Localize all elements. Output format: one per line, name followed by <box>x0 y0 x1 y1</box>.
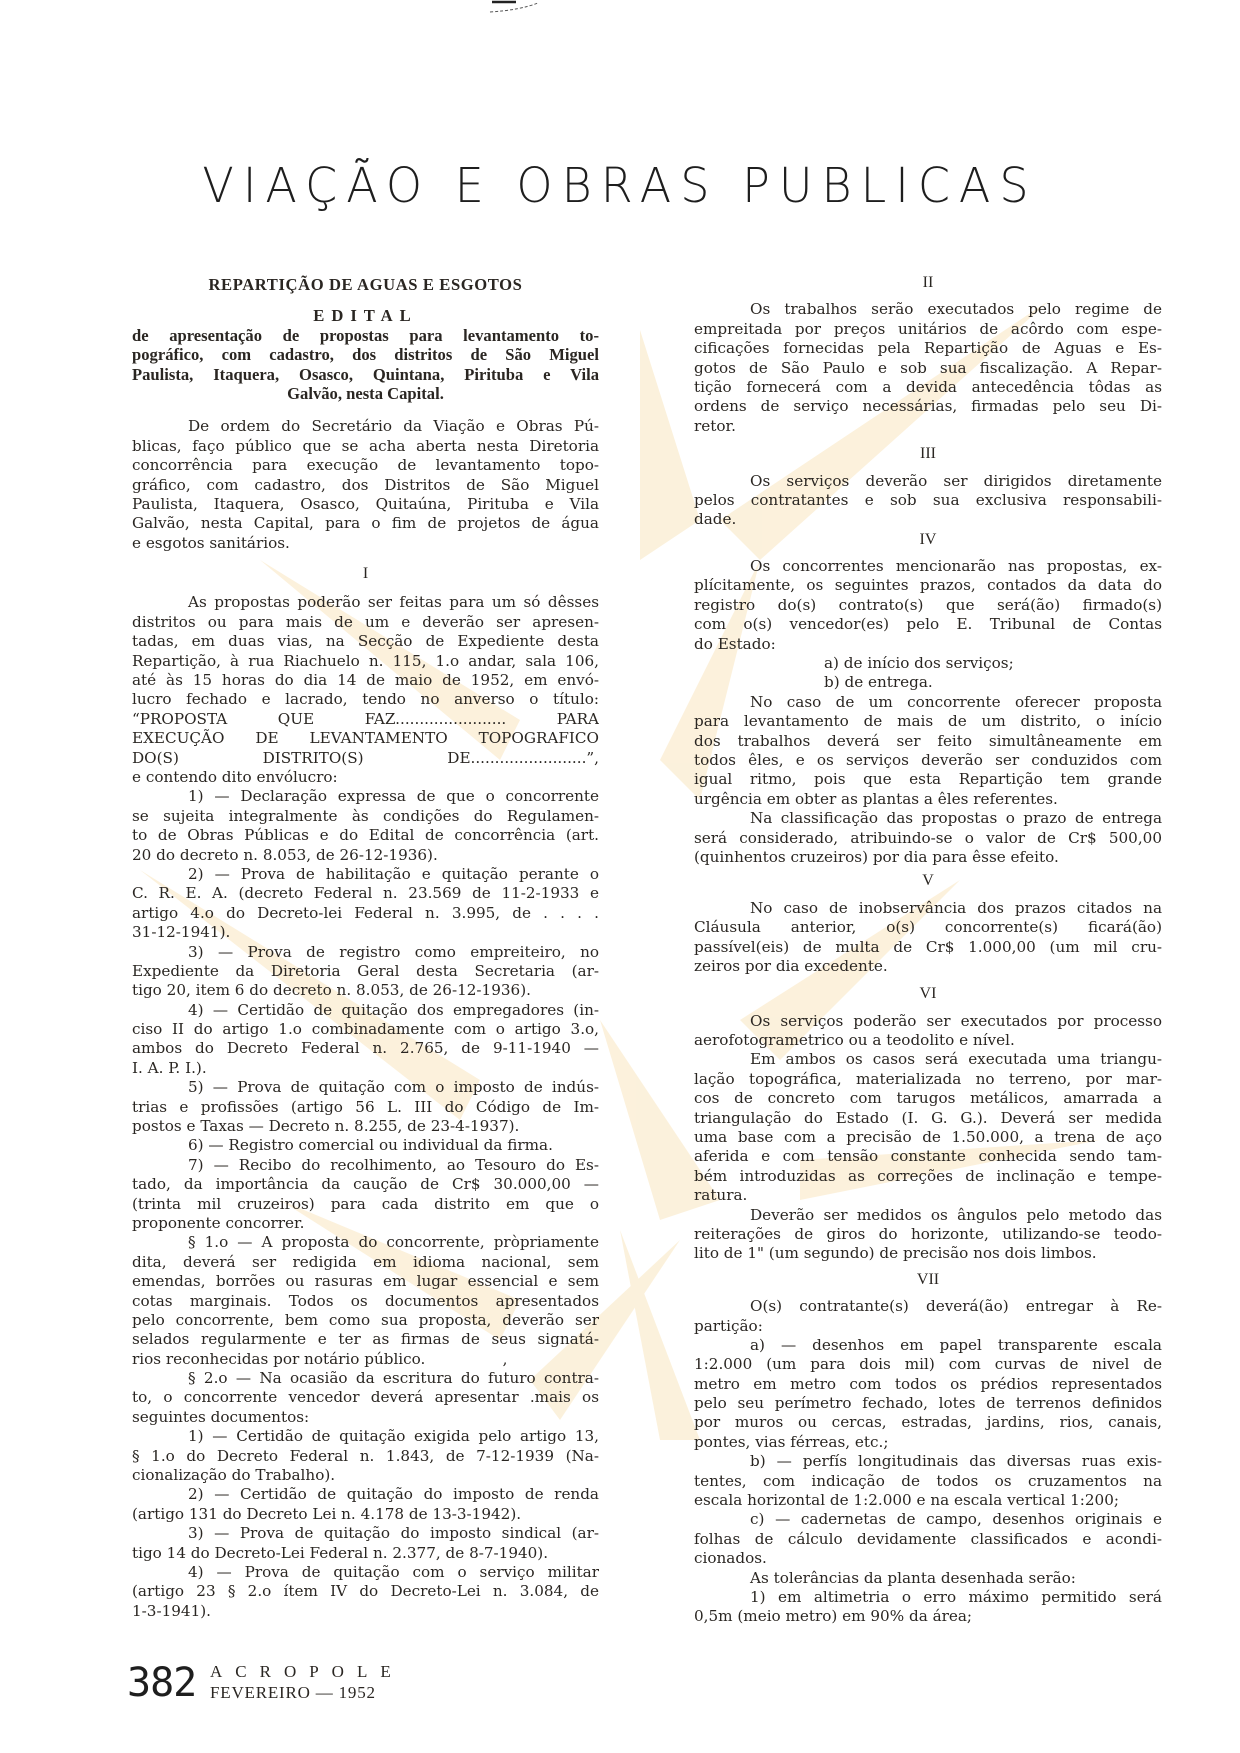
text-line: c) — cadernetas de campo, desenhos originais e <box>750 1510 1162 1529</box>
text-line: gráfico, com cadastro, dos Distritos de São Miguel <box>132 475 599 494</box>
text-line: C. R. E. A. (decreto Federal n. 23.569 de 11-2-1933 e <box>132 884 599 903</box>
section-heading-v: V <box>922 872 934 890</box>
text-line: registro do(s) contrato(s) que será(ão) firmado(s) <box>694 595 1162 614</box>
text-line: cificações fornecidas pela Repartição de Aguas e Es- <box>694 339 1162 358</box>
text-line: (artigo 131 do Decreto Lei n. 4.178 de 13-3-1942). <box>132 1504 522 1523</box>
magazine-name: ACROPOLE <box>210 1662 404 1681</box>
text-line: plícitamente, os seguintes prazos, contados da data do <box>694 576 1162 595</box>
subtitle-line: Paulista, Itaquera, Osasco, Quintana, Pirituba e Vila <box>132 364 599 384</box>
section-i-body <box>132 593 599 1621</box>
text-line: pontes, vias férreas, etc.; <box>694 1432 889 1451</box>
text-line: Os trabalhos serão executados pelo regime de <box>750 300 1162 319</box>
text-line: concorrência para execução de levantamento topo- <box>132 456 599 475</box>
text-line: ciso II do artigo 1.o combinadamente com o artigo 3.o, <box>132 1020 599 1039</box>
text-line: 5) — Prova de quitação com o imposto de indús- <box>188 1078 599 1097</box>
text-line: a) — desenhos em papel transparente escala <box>750 1335 1162 1354</box>
text-line: DO(S) DISTRITO(S) DE........................”, <box>132 748 599 767</box>
text-line: Os serviços poderão ser executados por processo <box>750 1011 1162 1030</box>
text-line: tição fornecerá com a devida antecedência tôdas as <box>694 377 1162 396</box>
text-line: ordens de serviço necessárias, firmadas pelo seu Di- <box>694 397 1162 416</box>
text-line: proponente concorrer. <box>132 1213 305 1232</box>
text-line: igual ritmo, pois que esta Repartição tem grande <box>694 770 1162 789</box>
subtitle-line: pográfico, com cadastro, dos distritos de São Miguel <box>132 345 599 365</box>
page-number: 382 <box>127 1660 197 1706</box>
department-heading: REPARTIÇÃO DE AGUAS E ESGOTOS <box>208 275 523 294</box>
text-line: De ordem do Secretário da Viação e Obras Pú- <box>188 417 599 436</box>
text-line: 1) — Certidão de quitação exigida pelo artigo 13, <box>188 1427 599 1446</box>
text-line: aferida e com tensão constante conhecida sendo tam- <box>694 1147 1162 1166</box>
text-line: emendas, borrões ou rasuras em lugar essencial e sem <box>132 1272 599 1291</box>
text-line: 1) — Declaração expressa de que o concorrente <box>188 787 599 806</box>
text-line: § 1.o do Decreto Federal n. 1.843, de 7-12-1939 (Na- <box>132 1446 599 1465</box>
text-line: e contendo dito envólucro: <box>132 767 338 786</box>
text-line: Deverão ser medidos os ângulos pelo metodo das <box>750 1205 1162 1224</box>
text-line: tigo 20, item 6 do decreto n. 8.053, de 26-12-1936). <box>132 981 531 1000</box>
text-line: todos êles, e os serviços deverão ser conduzidos com <box>694 750 1162 769</box>
text-line: cotas marginais. Todos os documentos apresentados <box>132 1291 599 1310</box>
text-line: do Estado: <box>694 634 776 653</box>
text-line: passível(eis) de multa de Cr$ 1.000,00 (um mil cru- <box>694 937 1162 956</box>
text-line: 1:2.000 (um para dois mil) com curvas de nivel de <box>694 1355 1162 1374</box>
text-line: folhas de cálculo devidamente classificados e acondi- <box>694 1529 1162 1548</box>
subtitle-line: de apresentação de propostas para levantamento to- <box>132 325 599 345</box>
text-line: 3) — Prova de registro como empreiteiro, no <box>188 942 599 961</box>
text-line: to, o concorrente vencedor deverá apresentar .mais os <box>132 1388 599 1407</box>
text-line: O(s) contratante(s) deverá(ão) entregar à Re- <box>750 1297 1162 1316</box>
issue-date: FEVEREIRO — 1952 <box>210 1683 376 1702</box>
text-line: seguintes documentos: <box>132 1407 310 1426</box>
watermark-ray <box>640 330 700 560</box>
text-line: As propostas poderão ser feitas para um só dêsses <box>188 593 599 612</box>
text-line: triangulação do Estado (I. G. G.). Deverá ser medida <box>694 1108 1162 1127</box>
text-line: trias e profissões (artigo 56 L. III do Código de Im- <box>132 1097 599 1116</box>
text-line: 31-12-1941). <box>132 923 231 942</box>
text-line: As tolerâncias da planta desenhada serão: <box>750 1568 1076 1587</box>
text-line: e esgotos sanitários. <box>132 533 290 552</box>
text-line: § 2.o — Na ocasião da escritura do futuro contra- <box>188 1369 599 1388</box>
text-line: rios reconhecidas por notário público. , <box>132 1349 508 1368</box>
text-line: 0,5m (meio metro) em 90% da área; <box>694 1607 973 1626</box>
list-item: b) de entrega. <box>824 673 933 692</box>
section-heading-vii: VII <box>916 1270 940 1288</box>
text-line: tado, da importância da caução de Cr$ 30.000,00 — <box>132 1175 599 1194</box>
section-heading-ii: II <box>922 274 934 291</box>
text-line: Os concorrentes mencionarão nas propostas, ex- <box>750 557 1162 576</box>
text-line: por muros ou cercas, estradas, jardins, rios, canais, <box>694 1413 1162 1432</box>
section-iii-body <box>694 472 1162 530</box>
text-line: lucro fechado e lacrado, tendo no anverso o título: <box>132 690 599 709</box>
text-line: ambos do Decreto Federal n. 2.765, de 9-11-1940 — <box>132 1039 599 1058</box>
text-line: (trinta mil cruzeiros) para cada distrito em que o <box>132 1194 599 1213</box>
text-line: No caso de inobservância dos prazos citados na <box>750 898 1162 917</box>
text-line: to de Obras Públicas e do Edital de concorrência (art. <box>132 826 599 845</box>
text-line: 1) em altimetria o erro máximo permitido será <box>750 1588 1162 1606</box>
scan-mark <box>480 0 560 14</box>
text-line: cionados. <box>694 1549 767 1568</box>
text-line: 2) — Certidão de quitação do imposto de renda <box>188 1485 599 1504</box>
text-line: § 1.o — A proposta do concorrente, pròpriamente <box>188 1233 599 1252</box>
text-line: artigo 4.o do Decreto-lei Federal n. 3.995, de . . . . <box>132 903 599 922</box>
subtitle-line: Galvão, nesta Capital. <box>287 383 444 403</box>
text-line: pelo concorrente, bem como sua proposta, deverão ser <box>132 1310 599 1329</box>
text-line: cos de concreto com tarugos metálicos, amarrada a <box>694 1089 1162 1108</box>
notice-subtitle <box>132 326 599 404</box>
section-heading-iii: III <box>920 445 936 463</box>
text-line: até às 15 horas do dia 14 de maio de 1952, em envó- <box>132 671 599 690</box>
text-line: Em ambos os casos será executada uma triangu- <box>750 1050 1162 1069</box>
text-line: (quinhentos cruzeiros) por dia para êsse efeito. <box>694 847 1059 866</box>
text-line: Os serviços deverão ser dirigidos diretamente <box>750 471 1162 490</box>
text-line: No caso de um concorrente oferecer proposta <box>750 692 1162 711</box>
text-line: será considerado, atribuindo-se o valor de Cr$ 500,00 <box>694 828 1162 847</box>
text-line: Expediente da Diretoria Geral desta Secretaria (ar- <box>132 961 599 980</box>
text-line: Repartição, à rua Riachuelo n. 115, 1.o andar, sala 106, <box>132 651 599 670</box>
page-title: VIAÇÃO E OBRAS PUBLICAS <box>202 156 1038 214</box>
intro-paragraph <box>132 417 599 553</box>
list-item: a) de início dos serviços; <box>824 654 1014 673</box>
text-line: distritos ou para mais de um e deverão ser apresen- <box>132 612 599 631</box>
left-column <box>132 275 599 1621</box>
text-line: 7) — Recibo do recolhimento, ao Tesouro do Es- <box>188 1155 599 1174</box>
text-line: blicas, faço público que se acha aberta nesta Diretoria <box>132 436 599 455</box>
text-line: 2) — Prova de habilitação e quitação perante o <box>188 864 599 883</box>
text-line: 3) — Prova de quitação do imposto sindical (ar- <box>188 1524 599 1543</box>
text-line: pelos contratantes e sob sua exclusiva responsabili- <box>694 490 1162 509</box>
text-line: com o(s) vencedor(es) pelo E. Tribunal de Contas <box>694 615 1162 634</box>
text-line: 4) — Prova de quitação com o serviço militar <box>188 1563 599 1581</box>
text-line: reiterações de giros do horizonte, utilizando-se teodo- <box>694 1224 1162 1243</box>
notice-label: EDITAL <box>313 306 418 326</box>
text-line: metro em metro com todos os prédios representados <box>694 1374 1162 1393</box>
section-vi-body <box>694 1012 1162 1264</box>
text-line: aerofotogrametrico ou a teodolito e nível. <box>694 1031 1015 1050</box>
right-column <box>694 273 1162 1627</box>
text-line: dita, deverá ser redigida em idioma nacional, sem <box>132 1252 599 1271</box>
text-line: escala horizontal de 1:2.000 e na escala vertical 1:200; <box>694 1491 1119 1510</box>
section-heading-vi: VI <box>919 985 937 1003</box>
text-line: se sujeita integralmente às condições do Regulamen- <box>132 806 599 825</box>
text-line: tadas, em duas vias, na Secção de Expediente desta <box>132 632 599 651</box>
text-line: 1-3-1941). <box>132 1601 211 1620</box>
text-line: 20 do decreto n. 8.053, de 26-12-1936). <box>132 845 438 864</box>
text-line: cionalização do Trabalho). <box>132 1466 336 1485</box>
text-line: tentes, com indicação de todos os cruzamentos na <box>694 1471 1162 1490</box>
text-line: gotos de São Paulo e sob sua fiscalização. A Repar- <box>694 358 1162 377</box>
text-line: EXECUÇÃO DE LEVANTAMENTO TOPOGRAFICO <box>132 729 599 748</box>
text-line: “PROPOSTA QUE FAZ....................... PARA <box>132 709 599 728</box>
text-line: lação topográfica, materializada no terreno, por mar- <box>694 1069 1162 1088</box>
text-line: para levantamento de mais de um distrito, o início <box>694 712 1162 731</box>
text-line: (artigo 23 § 2.o ítem IV do Decreto-Lei n. 3.084, de <box>132 1582 599 1601</box>
text-line: 4) — Certidão de quitação dos empregadores (in- <box>188 1000 599 1019</box>
section-ii-body <box>694 300 1162 436</box>
section-heading-i: I <box>362 565 369 583</box>
text-line: selados regularmente e ter as firmas de seus signatá- <box>132 1330 599 1349</box>
section-v-body <box>694 899 1162 977</box>
text-line: retor. <box>694 416 736 435</box>
text-line: uma base com a precisão de 1.50.000, a trena de aço <box>694 1128 1162 1147</box>
text-line: lito de 1" (um segundo) de precisão nos dois limbos. <box>694 1244 1097 1263</box>
text-line: dos trabalhos deverá ser feito simultâneamente em <box>694 731 1162 750</box>
text-line: postos e Taxas — Decreto n. 8.255, de 23-4-1937). <box>132 1117 520 1136</box>
text-line: zeiros por dia excedente. <box>694 956 888 975</box>
section-iv-body <box>694 557 1162 867</box>
text-line: dade. <box>694 510 737 529</box>
text-line: urgência em obter as plantas a êles referentes. <box>694 789 1058 808</box>
text-line: Na classificação das propostas o prazo de entrega <box>750 809 1162 828</box>
text-line: Galvão, nesta Capital, para o fim de projetos de água <box>132 514 599 533</box>
section-heading-iv: IV <box>919 530 937 548</box>
text-line: Cláusula anterior, o(s) concorrente(s) ficará(ão) <box>694 918 1162 937</box>
text-line: Paulista, Itaquera, Osasco, Quitaúna, Pirituba e Vila <box>132 494 599 513</box>
text-line: I. A. P. I.). <box>132 1058 207 1077</box>
text-line: tigo 14 do Decreto-Lei Federal n. 2.377, de 8-7-1940). <box>132 1543 549 1562</box>
text-line: ratura. <box>694 1186 748 1205</box>
text-line: bém introduzidas as correções de inclinação e tempe- <box>694 1166 1162 1185</box>
section-vii-body <box>694 1297 1162 1627</box>
text-line: empreitada por preços unitários de acôrdo com espe- <box>694 319 1162 338</box>
text-line: pelo seu perímetro fechado, lotes de terrenos definidos <box>694 1394 1162 1413</box>
text-line: partição: <box>694 1316 763 1335</box>
text-line: 6) — Registro comercial ou individual da firma. <box>188 1136 553 1155</box>
text-line: b) — perfís longitudinais das diversas ruas exis- <box>750 1452 1162 1471</box>
